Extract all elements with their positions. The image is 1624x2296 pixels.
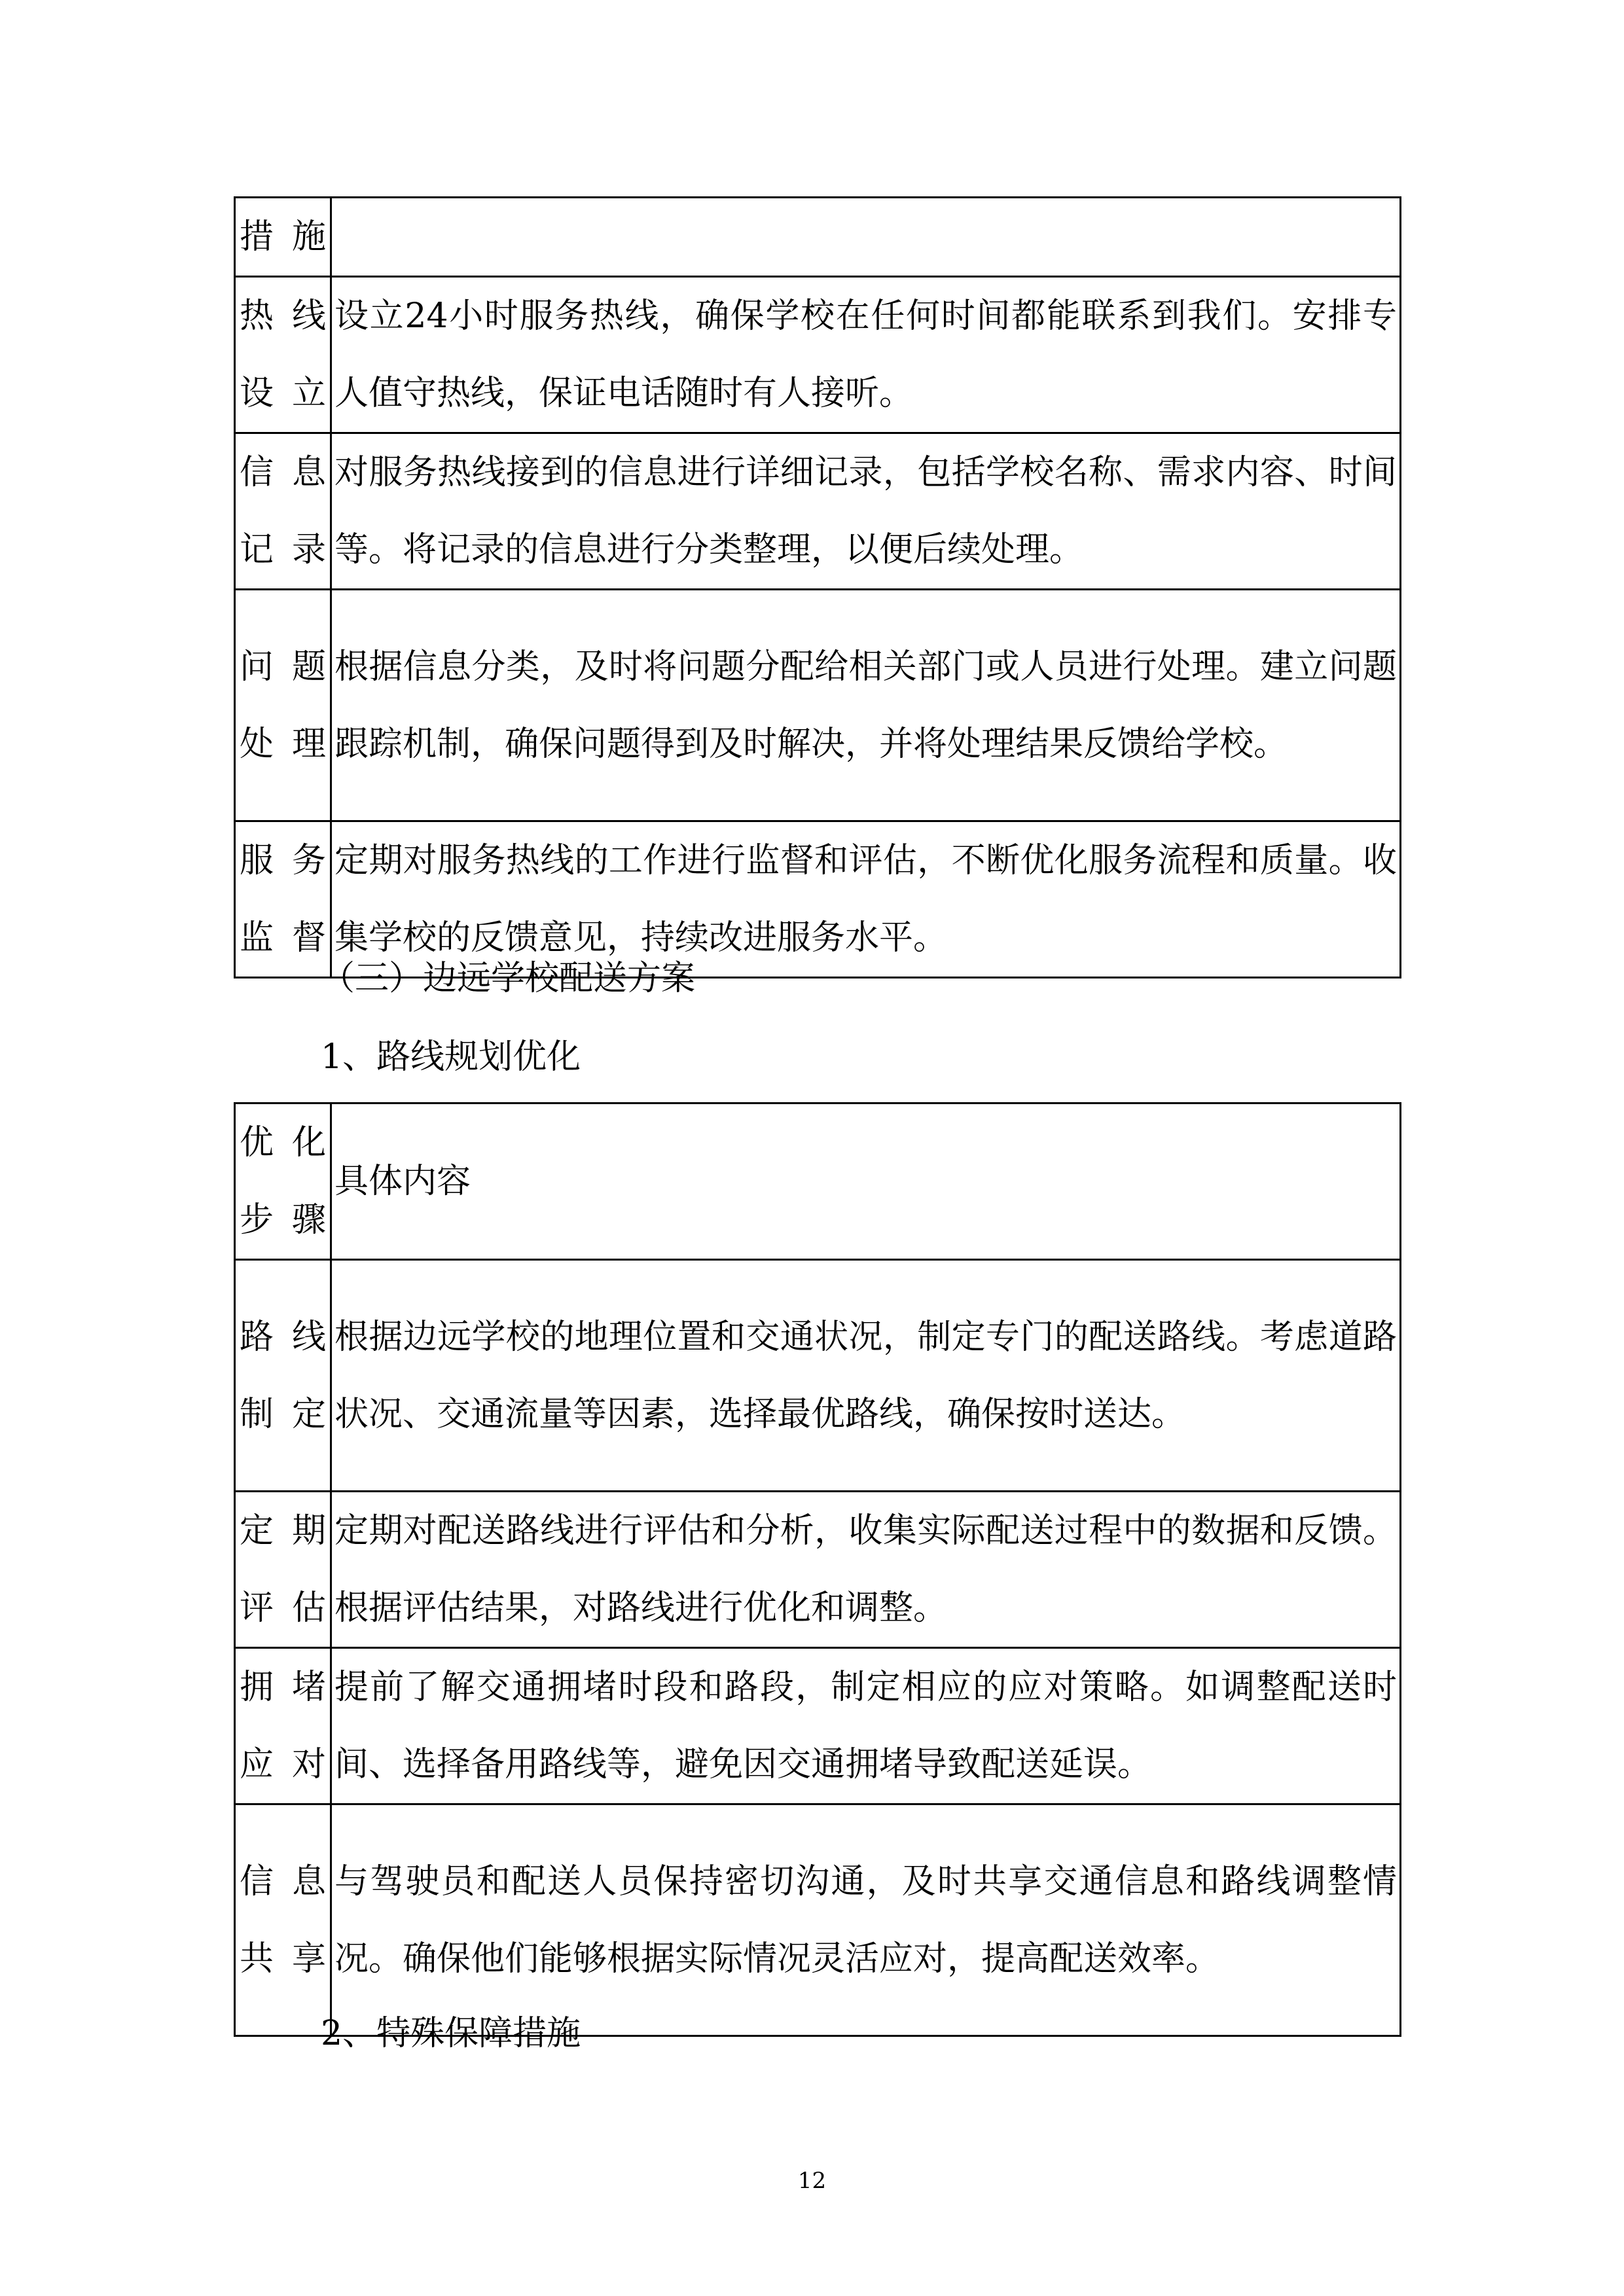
row-label: 问题处理 — [235, 590, 331, 821]
route-optimization-table — [234, 1102, 1401, 2037]
row-label: 措施 — [235, 198, 331, 277]
row-content: 根据边远学校的地理位置和交通状况，制定专门的配送路线。考虑道路状况、交通流量等因素，选择最优路线，确保按时送达。 — [331, 1260, 1401, 1492]
sub-heading: 2、特殊保障措施 — [321, 2014, 581, 2053]
table-row — [235, 1492, 1401, 1648]
row-label: 定期评估 — [235, 1492, 331, 1648]
table-row — [235, 277, 1401, 433]
row-label: 拥堵应对 — [235, 1648, 331, 1804]
row-label: 信息记录 — [235, 433, 331, 590]
row-content: 对服务热线接到的信息进行详细记录，包括学校名称、需求内容、时间等。将记录的信息进行分类整理，以便后续处理。 — [331, 433, 1401, 590]
sub-heading: 1、路线规划优化 — [321, 1037, 581, 1077]
page-number: 12 — [797, 2168, 827, 2194]
row-label: 热线设立 — [235, 277, 331, 433]
table-header-row — [235, 1103, 1401, 1260]
row-content: 提前了解交通拥堵时段和路段，制定相应的应对策略。如调整配送时间、选择备用路线等，避免因交通拥堵导致配送延误。 — [331, 1648, 1401, 1804]
row-content — [331, 198, 1401, 277]
row-content: 定期对服务热线的工作进行监督和评估，不断优化服务流程和质量。收集学校的反馈意见，持续改进服务水平。 — [331, 821, 1401, 978]
row-label: 路线制定 — [235, 1260, 331, 1492]
column-header-content: 具体内容 — [331, 1103, 1401, 1260]
section-heading: （三）边远学校配送方案 — [321, 959, 696, 998]
row-label: 服务监督 — [235, 821, 331, 978]
table-row — [235, 821, 1401, 978]
table-row — [235, 1260, 1401, 1492]
row-content: 根据信息分类，及时将问题分配给相关部门或人员进行处理。建立问题跟踪机制，确保问题得到及时解决，并将处理结果反馈给学校。 — [331, 590, 1401, 821]
table-row — [235, 1804, 1401, 2036]
table-row — [235, 590, 1401, 821]
row-content: 与驾驶员和配送人员保持密切沟通，及时共享交通信息和路线调整情况。确保他们能够根据实际情况灵活应对，提高配送效率。 — [331, 1804, 1401, 2036]
table-row — [235, 198, 1401, 277]
row-content: 设立24小时服务热线，确保学校在任何时间都能联系到我们。安排专人值守热线，保证电话随时有人接听。 — [331, 277, 1401, 433]
hotline-service-table — [234, 196, 1401, 978]
column-header-step: 优化步骤 — [235, 1103, 331, 1260]
row-content: 定期对配送路线进行评估和分析，收集实际配送过程中的数据和反馈。根据评估结果，对路线进行优化和调整。 — [331, 1492, 1401, 1648]
table-row — [235, 1648, 1401, 1804]
row-label: 信息共享 — [235, 1804, 331, 2036]
table-row — [235, 433, 1401, 590]
